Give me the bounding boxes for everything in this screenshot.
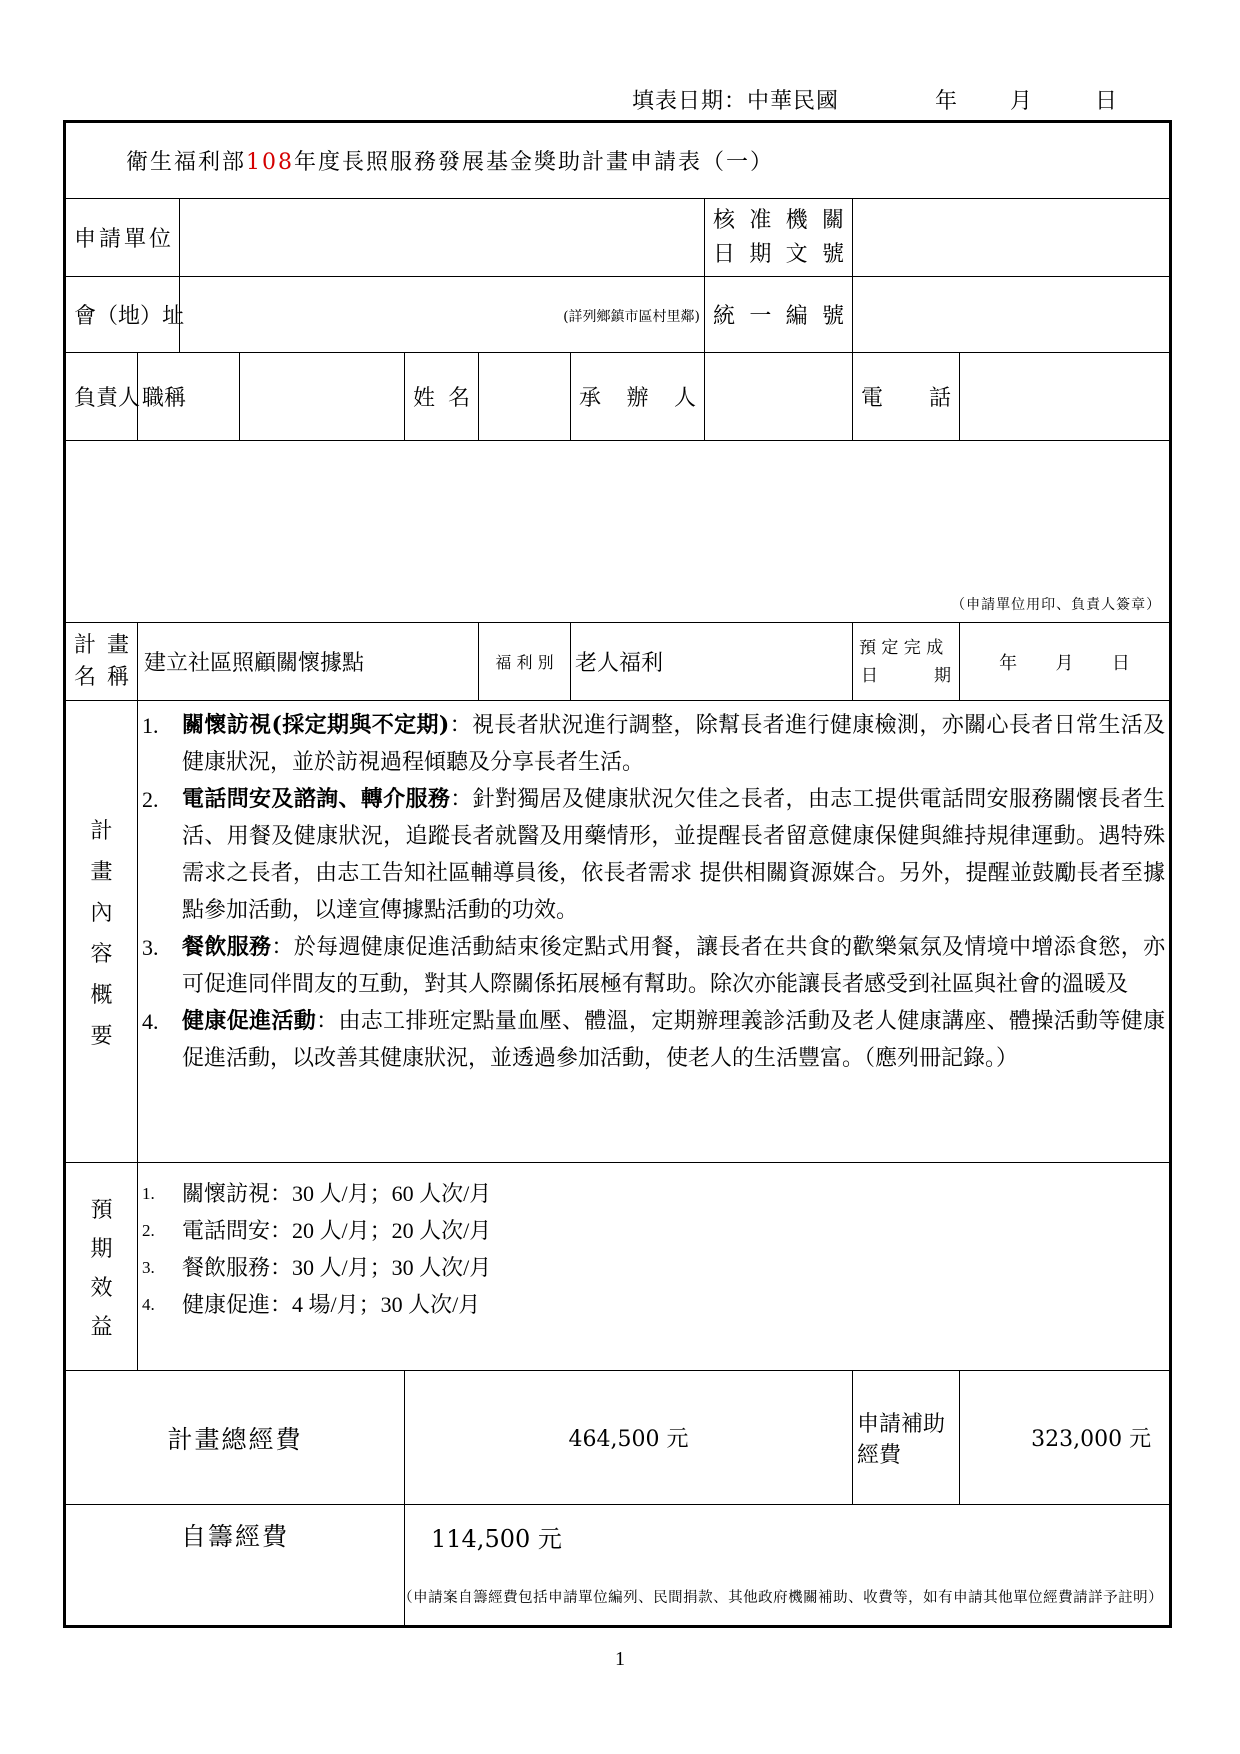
self-funded-note: （申請案自籌經費包括申請單位編列、民間捐款、其他政府機關補助、收費等，如有申請其他單位經費請詳予註明）: [398, 1590, 1164, 1606]
effect-item: 2. 電話問安：20 人/月；20 人次/月: [142, 1218, 492, 1243]
responsible-label: 負 責 人: [65, 353, 138, 441]
approval-field[interactable]: [853, 199, 1171, 277]
due-date-label: 預 定 完 成 日 期: [853, 623, 960, 701]
seal-signature-note: （申請單位用印、負責人簽章）: [951, 597, 1162, 613]
fill-date-line: [632, 84, 1118, 115]
fill-date-year: 年: [935, 89, 959, 114]
fill-date-label: 填表日期：中華民國: [632, 89, 840, 114]
name-label: 姓 名: [405, 353, 479, 441]
address-field[interactable]: [180, 277, 705, 353]
title-prefix: 衛生福利部: [126, 150, 247, 175]
welfare-type-label: 福 利 別: [479, 623, 571, 701]
uniform-number-field[interactable]: [853, 277, 1171, 353]
fill-date-month: 月: [1010, 89, 1034, 114]
form-title: [65, 122, 1171, 199]
subsidy-label: 申請補助經費: [853, 1371, 960, 1505]
plan-name-label: 計 畫 名 稱: [65, 623, 138, 701]
handler-field[interactable]: [705, 353, 853, 441]
job-title-field[interactable]: [240, 353, 405, 441]
job-title-label: 職稱: [138, 353, 240, 441]
address-label: 會 （ 地 ） 址: [65, 277, 180, 353]
expected-effects-label: 預 期 效 益: [65, 1163, 138, 1371]
handler-label: 承 辦 人: [571, 353, 705, 441]
expected-effects-body: [138, 1163, 1171, 1371]
self-funded-cell: [398, 1505, 1171, 1627]
welfare-type-value: 老人福利: [571, 623, 853, 701]
phone-field[interactable]: [960, 353, 1171, 441]
total-budget-label: 計畫總經費: [65, 1371, 405, 1505]
effect-item: 4. 健康促進：4 場/月；30 人次/月: [142, 1292, 481, 1317]
total-budget-value: 464,500 元: [405, 1371, 853, 1505]
applicant-label: 申 請 單 位: [65, 199, 180, 277]
application-form-table: [63, 120, 1172, 1628]
approval-label: 核 准 機 關 日 期 文 號: [705, 199, 853, 277]
applicant-field[interactable]: [180, 199, 705, 277]
subsidy-value: 323,000 元: [960, 1371, 1171, 1505]
plan-content-body: [138, 701, 1171, 1163]
seal-signature-area[interactable]: [65, 441, 1171, 623]
title-suffix: 年度長照服務發展基金獎助計畫申請表（一）: [294, 150, 775, 175]
phone-label: 電 話: [853, 353, 960, 441]
content-item: 3. 餐飲服務：於每週健康促進活動結束後定點式用餐，讓長者在共食的歡樂氣氛及情境中增添食慾，亦可促進同伴間友的互動，對其人際關係拓展極有幫助。除次亦能讓長者感受到社區與社會的溫暖及: [142, 934, 1166, 997]
title-year: 108: [246, 150, 295, 175]
uniform-number-label: 統 一 編 號: [705, 277, 853, 353]
plan-content-label: 計 畫 內 容 概 要: [65, 701, 138, 1163]
effect-item: 1. 關懷訪視：30 人/月；60 人次/月: [142, 1181, 492, 1206]
self-funded-value: 114,500 元: [431, 1525, 562, 1553]
address-note: (詳列鄉鎮市區村里鄰): [563, 309, 700, 325]
fill-date-day: 日: [1095, 89, 1119, 114]
effect-item: 3. 餐飲服務：30 人/月；30 人次/月: [142, 1255, 492, 1280]
plan-name-value: 建立社區照顧關懷據點: [138, 623, 479, 701]
self-funded-label: 自籌經費: [65, 1505, 405, 1627]
due-date-value[interactable]: 年 月 日: [960, 623, 1171, 701]
name-field[interactable]: [479, 353, 571, 441]
page-number: 1: [615, 1648, 625, 1670]
content-item: 2. 電話問安及諮詢、轉介服務：針對獨居及健康狀況欠佳之長者，由志工提供電話問安服務關懷長者生活、用餐及健康狀況，追蹤長者就醫及用藥情形，並提醒長者留意健康保健與維持規律運動。遇特殊需求之長者，由志工告知社區輔導員後，依長者需求 提供相關資源媒合。另外，提醒並鼓勵長者至據點參加活動，以達宣傳據點活動的功效。: [142, 786, 1166, 923]
content-item: 4. 健康促進活動：由志工排班定點量血壓、體溫，定期辦理義診活動及老人健康講座、體操活動等健康促進活動，以改善其健康狀況，並透過參加活動，使老人的生活豐富。（應列冊記錄。）: [142, 1008, 1166, 1071]
content-item: 1. 關懷訪視(採定期與不定期)：視長者狀況進行調整，除幫長者進行健康檢測，亦關心長者日常生活及健康狀況，並於訪視過程傾聽及分享長者生活。: [142, 712, 1166, 775]
